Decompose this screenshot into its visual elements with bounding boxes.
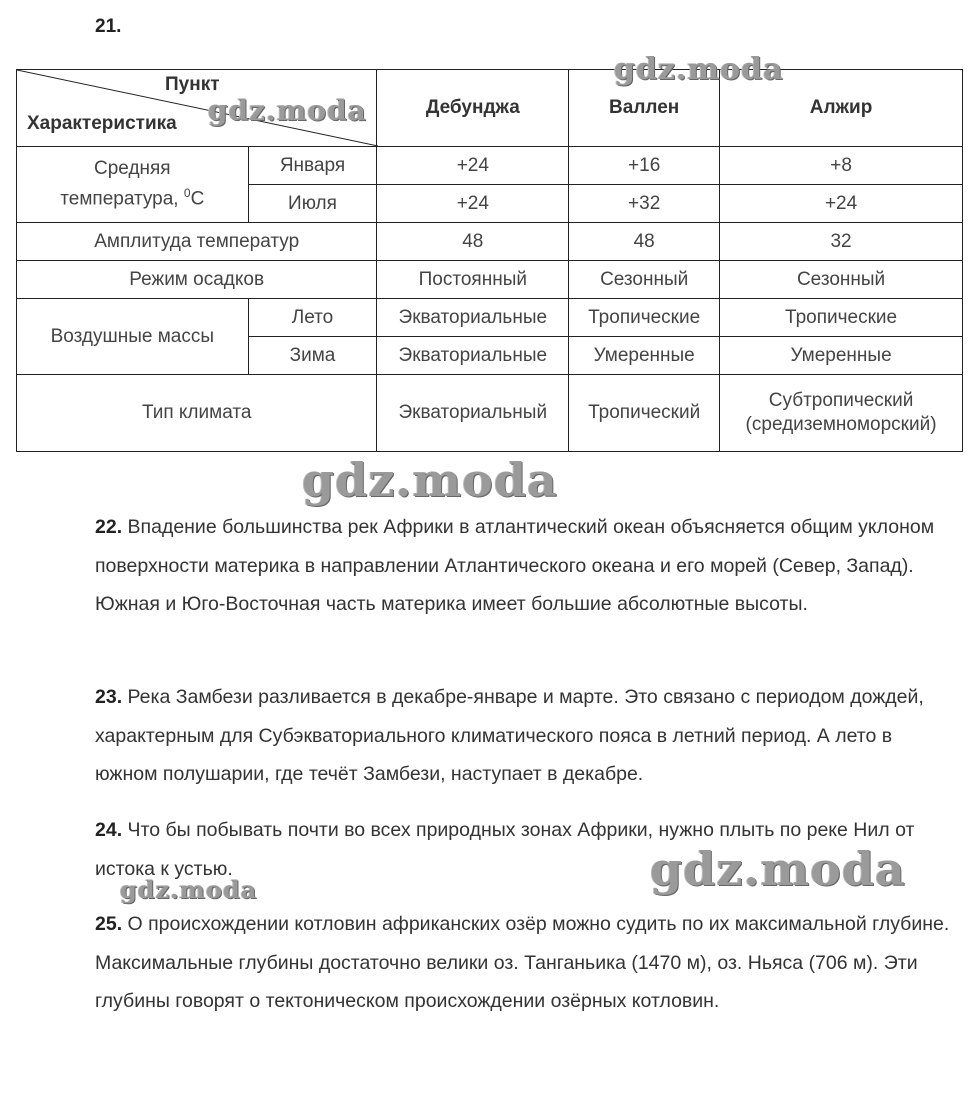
table-cell: Тропический [569,375,720,452]
watermark: gdz.moda [208,94,367,127]
table-cell: Постоянный [377,261,569,299]
table-row-precipitation [17,261,963,299]
air-masses-label: Воздушные массы [17,299,249,375]
winter-label: Зима [248,337,377,375]
paragraph-text: Река Замбези разливается в декабре-январе и марте. Это связано с периодом дождей, характерным для Субэкваториального климатического пояса в летний период. А лето в южном полушарии, где течёт Замбези, наступает в декабре. [95,686,924,785]
table-cell: +32 [569,185,720,223]
table-header-row [17,70,963,147]
table-cell: Тропические [569,299,720,337]
temp-label-cell [17,147,249,223]
temp-unit: С [190,188,205,210]
watermark: gdz.moda [650,842,906,896]
precip-label: Режим осадков [17,261,377,299]
city-alzhir: Алжир [720,70,963,147]
paragraph-number: 25. [95,913,123,935]
table-cell: Экваториальный [377,375,569,452]
table-cell: 48 [377,223,569,261]
table-cell: Сезонный [569,261,720,299]
climate-table [16,69,963,452]
paragraph-number: 24. [95,819,123,841]
table-cell: 32 [720,223,963,261]
header-punkt: Пункт [165,74,220,95]
table-cell: Экваториальные [377,337,569,375]
table-cell: 48 [569,223,720,261]
table-cell: +16 [569,147,720,185]
paragraph-text: О происхождении котловин африканских озёр можно судить по их максимальной глубине. Максимальные глубины достаточно велики оз. Танганьика (1470 м), оз. Ньяса (706 м). Эти глубины говорят о тектоническом происхождении озёрных котловин. [95,913,950,1012]
climate-type-label: Тип климата [17,375,377,452]
table-row-january [17,147,963,185]
table-cell: Умеренные [720,337,963,375]
climate-alzhir-line2: (средиземноморский) [745,414,937,435]
paragraph-25 [95,905,955,1021]
amplitude-label: Амплитуда температур [17,223,377,261]
paragraph-number: 22. [95,516,123,538]
watermark: gdz.moda [120,875,258,904]
table-cell: Умеренные [569,337,720,375]
table-cell: +24 [720,185,963,223]
temp-label-line1: Средняя [94,158,171,180]
july-label: Июля [248,185,377,223]
table-cell [720,375,963,452]
task-number: 21. [95,16,122,37]
table-cell: +8 [720,147,963,185]
climate-alzhir-line1: Субтропический [768,390,914,411]
paragraph-23 [95,678,955,794]
city-debundzha: Дебунджа [377,70,569,147]
temp-label-line2: температура, [60,188,179,210]
january-label: Января [248,147,377,185]
paragraph-text: Что бы побывать почти во всех природных зонах Африки, нужно плыть по реке Нил от истока к устью. [95,819,915,880]
watermark: gdz.moda [614,52,784,87]
watermark: gdz.moda [302,453,558,507]
table-cell: Сезонный [720,261,963,299]
header-characteristic: Характеристика [27,113,177,134]
paragraph-24 [95,811,955,888]
table-cell: Тропические [720,299,963,337]
summer-label: Лето [248,299,377,337]
table-cell: +24 [377,147,569,185]
temp-unit-sup: 0 [183,186,191,201]
table-cell: +24 [377,185,569,223]
table-cell: Экваториальные [377,299,569,337]
table-row-amplitude [17,223,963,261]
table-row-summer [17,299,963,337]
paragraph-text: Впадение большинства рек Африки в атлантический океан объясняется общим уклоном поверхности материка в направлении Атлантического океана и его морей (Север, Запад). Южная и Юго-Восточная часть материка имеет большие абсолютные высоты. [95,516,935,615]
paragraph-22 [95,508,955,624]
city-vallen: Валлен [569,70,720,147]
paragraph-number: 23. [95,686,123,708]
table-row-climate [17,375,963,452]
